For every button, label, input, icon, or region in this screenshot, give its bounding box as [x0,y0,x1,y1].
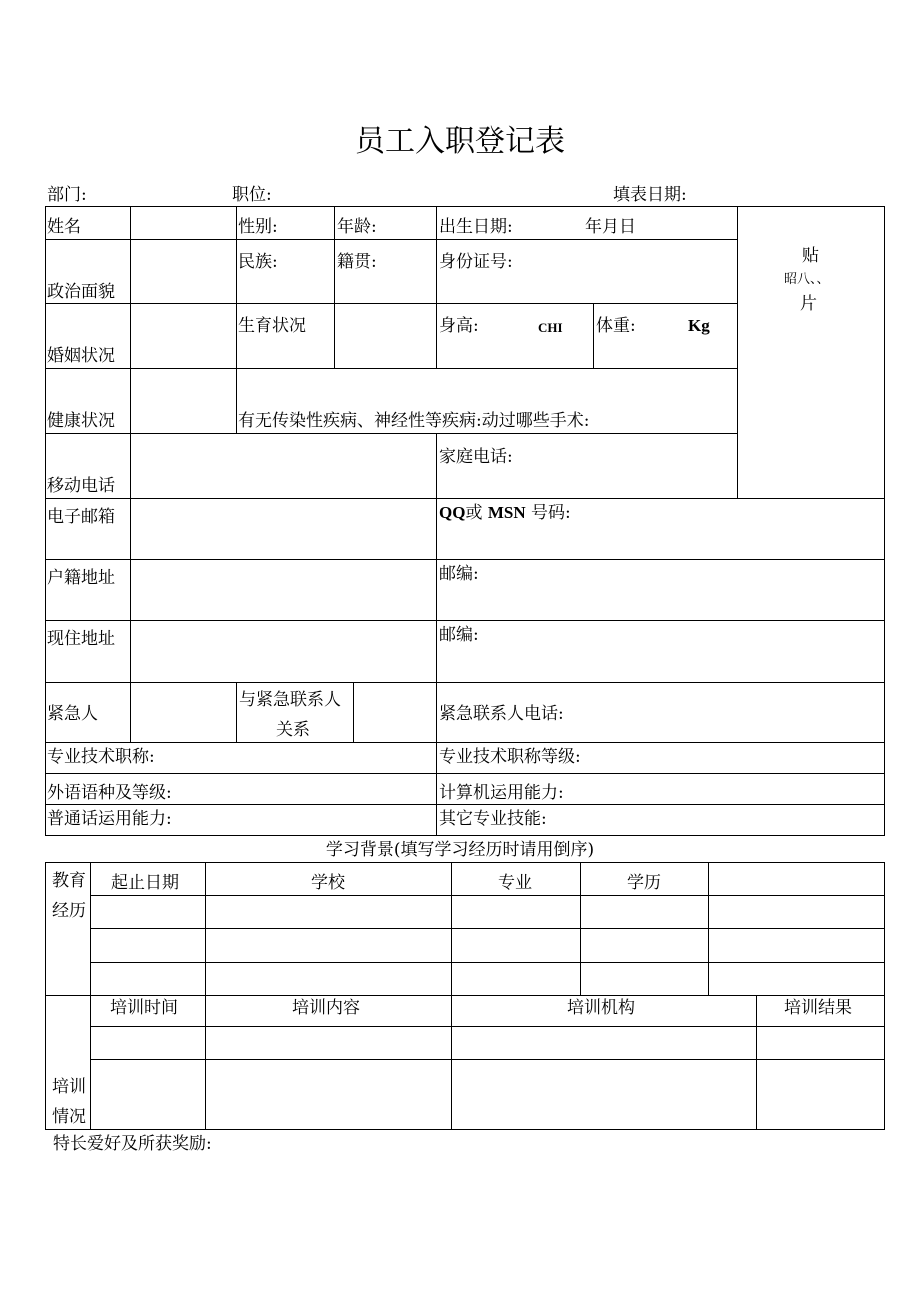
mandarin-label: 普通话运用能力: [47,809,172,829]
email-label: 电子邮箱 [47,507,115,527]
relation-label-1: 与紧急联系人 [239,690,341,710]
id-number-label: 身份证号: [439,252,513,272]
other-skills-label: 其它专业技能: [439,809,547,829]
photo-label-1: 贴 [802,246,819,266]
name-label: 姓名 [47,217,81,237]
position-label: 职位: [232,185,272,205]
emergency-contact-label: 紧急人 [47,704,98,724]
edu-col-dates: 起止日期 [111,873,179,893]
education-label-2: 经历 [52,901,86,921]
tech-title-label: 专业技术职称: [47,747,155,767]
tech-level-label: 专业技术职称等级: [439,747,581,767]
ethnicity-label: 民族: [238,252,278,272]
political-label: 政治面貌 [47,282,115,302]
education-label-1: 教育 [52,871,86,891]
photo-label-3: 片 [800,294,817,314]
weight-label: 体重: [596,316,636,336]
edu-col-major: 专业 [498,873,532,893]
weight-unit: Kg [688,316,710,335]
msn-text: MSN [487,503,526,522]
relation-label-2: 关系 [276,720,310,740]
training-label-1: 培训 [52,1077,86,1097]
emergency-phone-label: 紧急联系人电话: [439,704,564,724]
qq-msn-label [439,503,571,523]
address-label: 现住地址 [47,629,115,649]
photo-label-2: 昭八、、 [784,272,830,287]
height-label: 身高: [439,316,479,336]
birth-ymd-label: 年月日 [585,217,636,237]
training-col-time: 培训时间 [110,998,178,1018]
edu-col-school: 学校 [311,873,345,893]
study-heading: 学习背景(填写学习经历时请用倒序) [325,840,595,860]
qq-or-text: 或 [465,503,483,523]
language-label: 外语语种及等级: [47,783,172,803]
hukou-label: 户籍地址 [47,568,115,588]
native-place-label: 籍贯: [337,252,377,272]
training-label-2: 情况 [52,1107,86,1127]
birth-label: 出生日期: [439,217,513,237]
height-unit: CHI [538,320,563,335]
edu-col-degree: 学历 [627,873,661,893]
postcode-label-1: 邮编: [439,564,479,584]
training-col-content: 培训内容 [292,998,360,1018]
qq-text: QQ [439,503,466,522]
age-label: 年龄: [337,217,377,237]
home-phone-label: 家庭电话: [439,447,513,467]
gender-label: 性别: [238,217,278,237]
form-title: 员工入职登记表 [355,124,565,159]
hobbies-label: 特长爱好及所获奖励: [53,1134,212,1154]
qq-suffix-text: 号码: [531,503,571,523]
health-question: 有无传染性疾病、神经性等疾病:动过哪些手术: [238,411,590,431]
health-label: 健康状况 [47,411,115,431]
training-col-result: 培训结果 [784,998,852,1018]
fill-date-label: 填表日期: [613,185,687,205]
postcode-label-2: 邮编: [439,625,479,645]
fertility-label: 生育状况 [238,316,306,336]
dept-label: 部门: [47,185,87,205]
training-col-institution: 培训机构 [567,998,635,1018]
mobile-label: 移动电话 [47,476,115,496]
marital-label: 婚姻状况 [47,346,115,366]
computer-label: 计算机运用能力: [439,783,564,803]
